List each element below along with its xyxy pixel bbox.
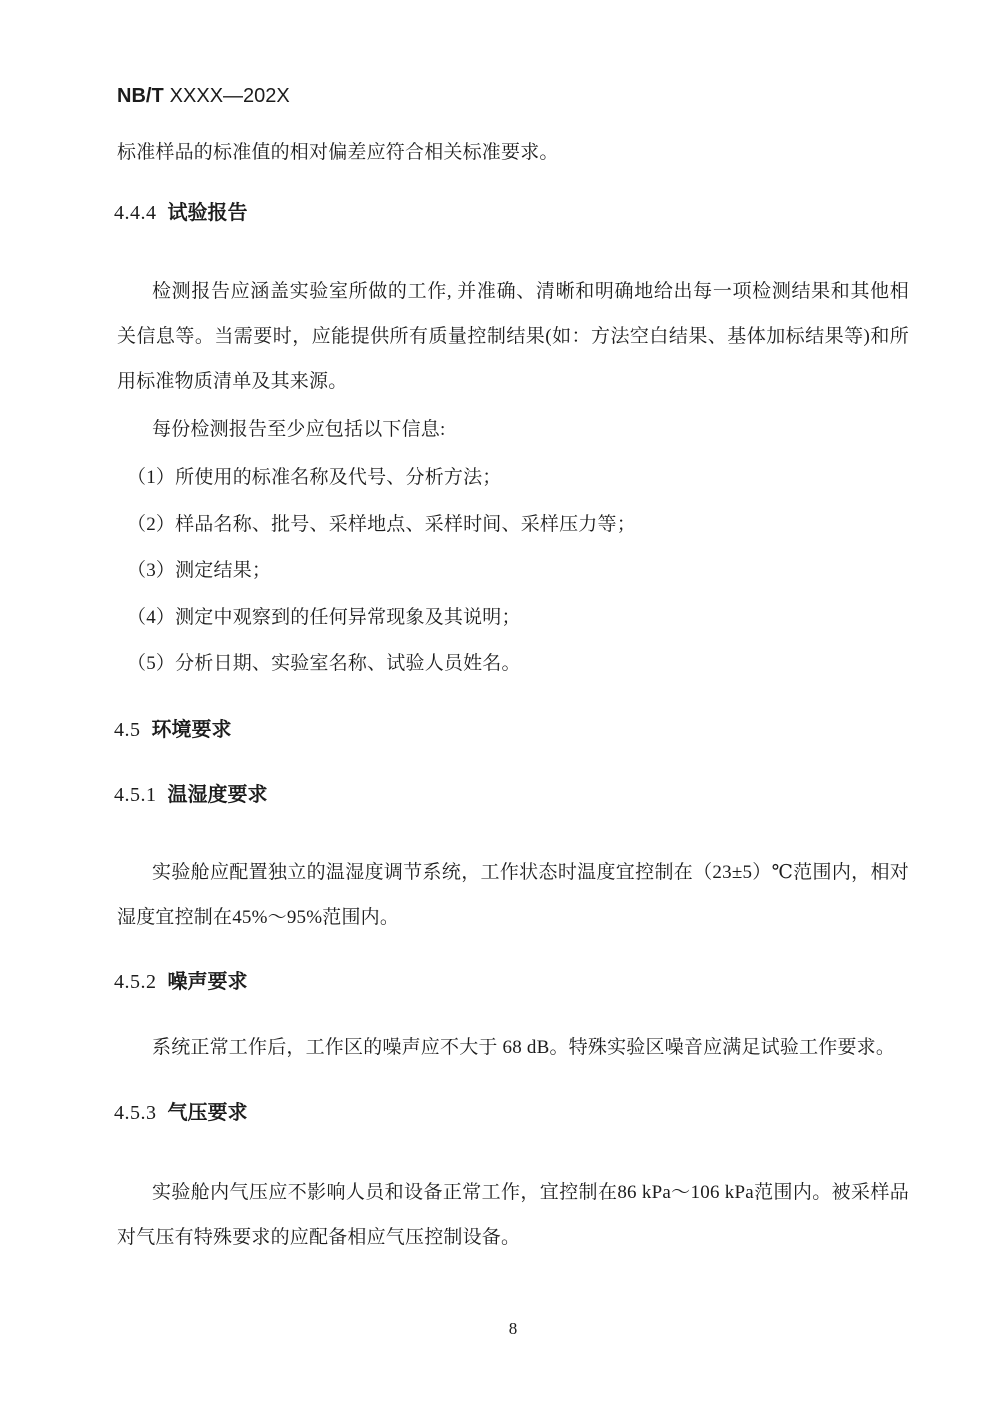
document-header — [117, 84, 290, 108]
section-title: 温湿度要求 — [167, 784, 268, 806]
section-title: 试验报告 — [167, 202, 248, 224]
section-heading-4-5-3 — [114, 1100, 248, 1126]
list-item: （1）所使用的标准名称及代号、分析方法； — [127, 467, 502, 488]
page-number: 8 — [508, 1319, 518, 1338]
section-heading-4-4-4 — [114, 200, 248, 226]
section-title: 噪声要求 — [167, 971, 248, 993]
section-heading-4-5 — [114, 717, 232, 743]
list-item: （3）测定结果； — [127, 560, 272, 581]
section-title: 环境要求 — [151, 719, 232, 741]
list-item: （5）分析日期、实验室名称、试验人员姓名。 — [127, 653, 521, 674]
section-heading-4-5-1 — [114, 782, 268, 808]
section-number: 4.4.4 — [114, 202, 157, 224]
report-list-intro: 每份检测报告至少应包括以下信息: — [152, 419, 446, 440]
section-number: 4.5 — [114, 719, 141, 741]
section-number: 4.5.3 — [114, 1102, 157, 1124]
temperature-humidity-paragraph: 实验舱应配置独立的温湿度调节系统，工作状态时温度宜控制在（23±5）℃范围内，相对湿度宜控制在45%～95%范围内。 — [117, 862, 909, 928]
section-number: 4.5.1 — [114, 784, 157, 806]
intro-paragraph: 标准样品的标准值的相对偏差应符合相关标准要求。 — [117, 142, 559, 163]
noise-paragraph: 系统正常工作后，工作区的噪声应不大于 68 dB。特殊实验区噪音应满足试验工作要求。 — [152, 1037, 896, 1058]
section-number: 4.5.2 — [114, 971, 157, 993]
list-item: （2）样品名称、批号、采样地点、采样时间、采样压力等； — [127, 514, 636, 535]
section-title: 气压要求 — [167, 1102, 248, 1124]
list-item: （4）测定中观察到的任何异常现象及其说明； — [127, 607, 521, 628]
report-requirements-paragraph: 检测报告应涵盖实验室所做的工作, 并准确、清晰和明确地给出每一项检测结果和其他相关信息等。当需要时，应能提供所有质量控制结果(如：方法空白结果、基体加标结果等)和所用标准物质清单及其来源。 — [117, 281, 909, 392]
pressure-paragraph: 实验舱内气压应不影响人员和设备正常工作，宜控制在86 kPa～106 kPa范围内。被采样品对气压有特殊要求的应配备相应气压控制设备。 — [117, 1182, 909, 1248]
section-heading-4-5-2 — [114, 969, 248, 995]
standard-code-prefix: NB/T — [117, 85, 164, 107]
standard-code-number: XXXX—202X — [169, 85, 290, 107]
